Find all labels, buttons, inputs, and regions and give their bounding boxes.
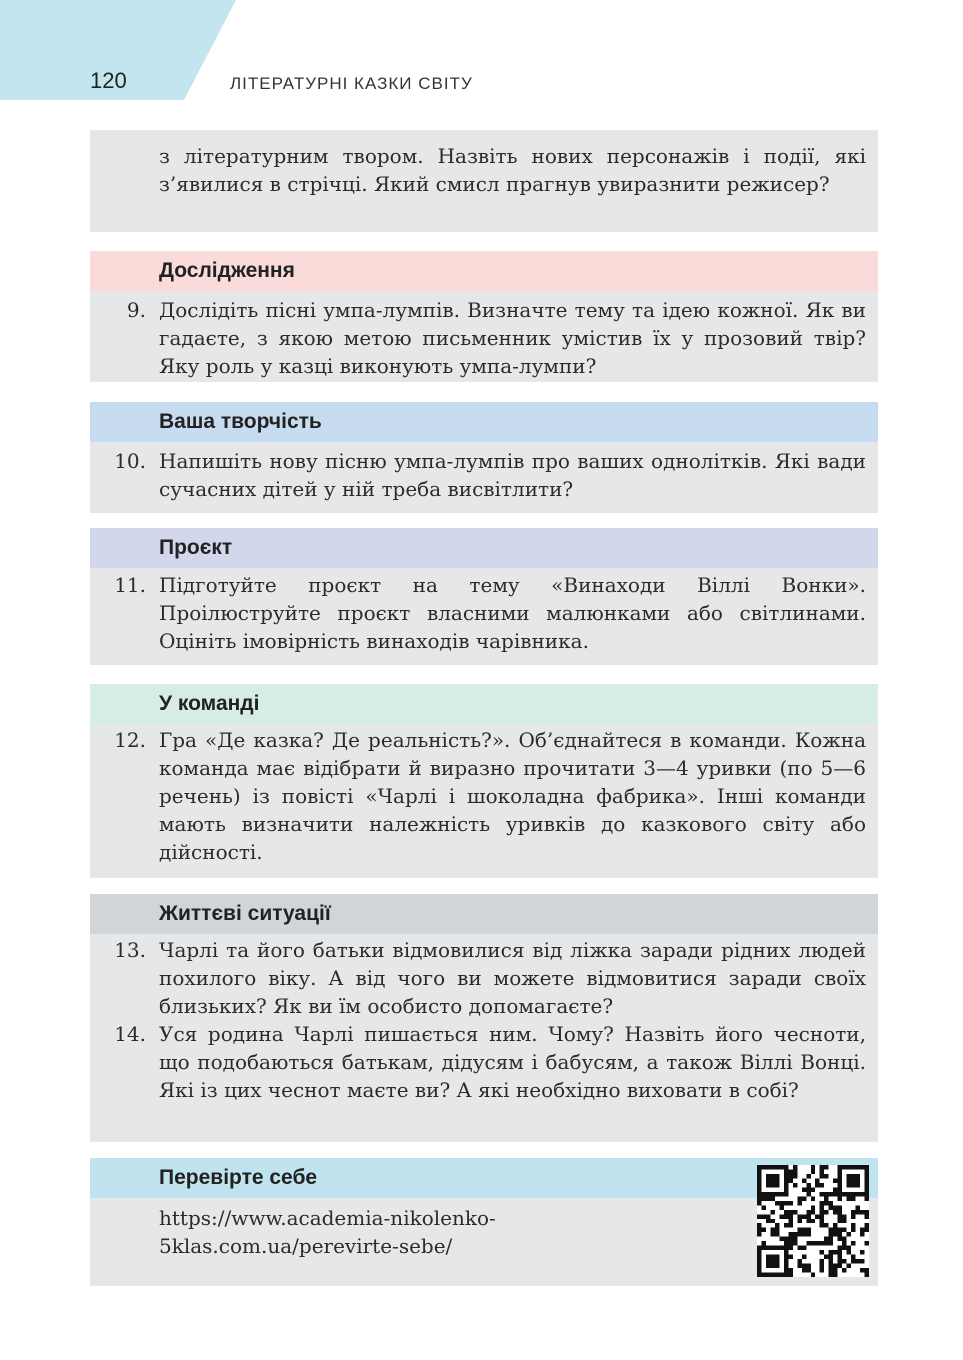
task-number: 10. bbox=[114, 449, 146, 473]
task-item bbox=[90, 936, 878, 1020]
running-title: ЛІТЕРАТУРНІ КАЗКИ СВІТУ bbox=[230, 74, 473, 93]
task-number: 9. bbox=[126, 298, 146, 322]
continuation-block bbox=[90, 130, 878, 232]
task-text: з літературним твором. Назвіть нових персонажів і події, які з’явилися в стрічці. Який смисл прагнув увиразнити режисер? bbox=[159, 144, 866, 196]
task-text: Напишіть нову пісню умпа-лумпів про ваших однолітків. Які вади сучасних дітей у ній треба висвітлити? bbox=[159, 449, 866, 501]
task-number: 11. bbox=[114, 573, 146, 597]
task-item bbox=[90, 296, 878, 380]
task-item bbox=[90, 571, 878, 655]
section-check-yourself bbox=[90, 1158, 878, 1286]
task-number: 14. bbox=[114, 1022, 146, 1046]
section-team bbox=[90, 684, 878, 878]
task-text: Дослідіть пісні умпа-лумпів. Визначте тему та ідею кожної. Як ви гадаєте, з якою метою письменник умістив їх у прозовий твір? Яку роль у казці виконують умпа-лумпи? bbox=[159, 298, 866, 378]
section-heading: У команді bbox=[90, 684, 878, 724]
section-research bbox=[90, 251, 878, 382]
section-creativity bbox=[90, 402, 878, 513]
task-item bbox=[90, 1020, 878, 1104]
task-item bbox=[90, 447, 878, 503]
task-text: Гра «Де казка? Де реальність?». Об’єднайтеся в команди. Кожна команда має відібрати й виразно прочитати 3—4 уривки (по 5—6 речень) із повісті «Чарлі і шоколадна фабрика». Інші команди мають визначити належність уривків до казкового світу або дійсності. bbox=[159, 728, 866, 864]
task-continuation bbox=[90, 142, 878, 198]
link-line-1: https://www.academia-nikolenko- bbox=[159, 1206, 496, 1230]
section-project bbox=[90, 528, 878, 665]
section-heading: Проєкт bbox=[90, 528, 878, 568]
section-life-situations bbox=[90, 894, 878, 1142]
task-text: Підготуйте проєкт на тему «Винаходи Віллі Вонки». Проілюструйте проєкт власними малюнками або світлинами. Оцініть імовірність винаходів чарівника. bbox=[159, 573, 866, 653]
section-heading: Дослідження bbox=[90, 251, 878, 291]
section-heading: Життєві ситуації bbox=[90, 894, 878, 934]
section-heading: Перевірте себе bbox=[90, 1158, 878, 1198]
link-line-2: 5klas.com.ua/perevirte-sebe/ bbox=[159, 1234, 453, 1258]
task-number: 13. bbox=[114, 938, 146, 962]
task-text: Уся родина Чарлі пишається ним. Чому? Назвіть його чесноти, що подобаються батькам, дідусям і бабусям, а також Віллі Вонці. Які із цих чеснот маєте ви? А які необхідно виховати в собі? bbox=[159, 1022, 866, 1102]
task-number: 12. bbox=[114, 728, 146, 752]
task-text: Чарлі та його батьки відмовилися від ліжка заради рідних людей похилого віку. А від чого ви можете відмовитися заради своїх близьких? Як ви їм особисто допомагаєте? bbox=[159, 938, 866, 1018]
task-item bbox=[90, 726, 878, 866]
qr-code-icon[interactable] bbox=[757, 1165, 869, 1277]
section-heading: Ваша творчість bbox=[90, 402, 878, 442]
page-number: 120 bbox=[90, 68, 127, 93]
